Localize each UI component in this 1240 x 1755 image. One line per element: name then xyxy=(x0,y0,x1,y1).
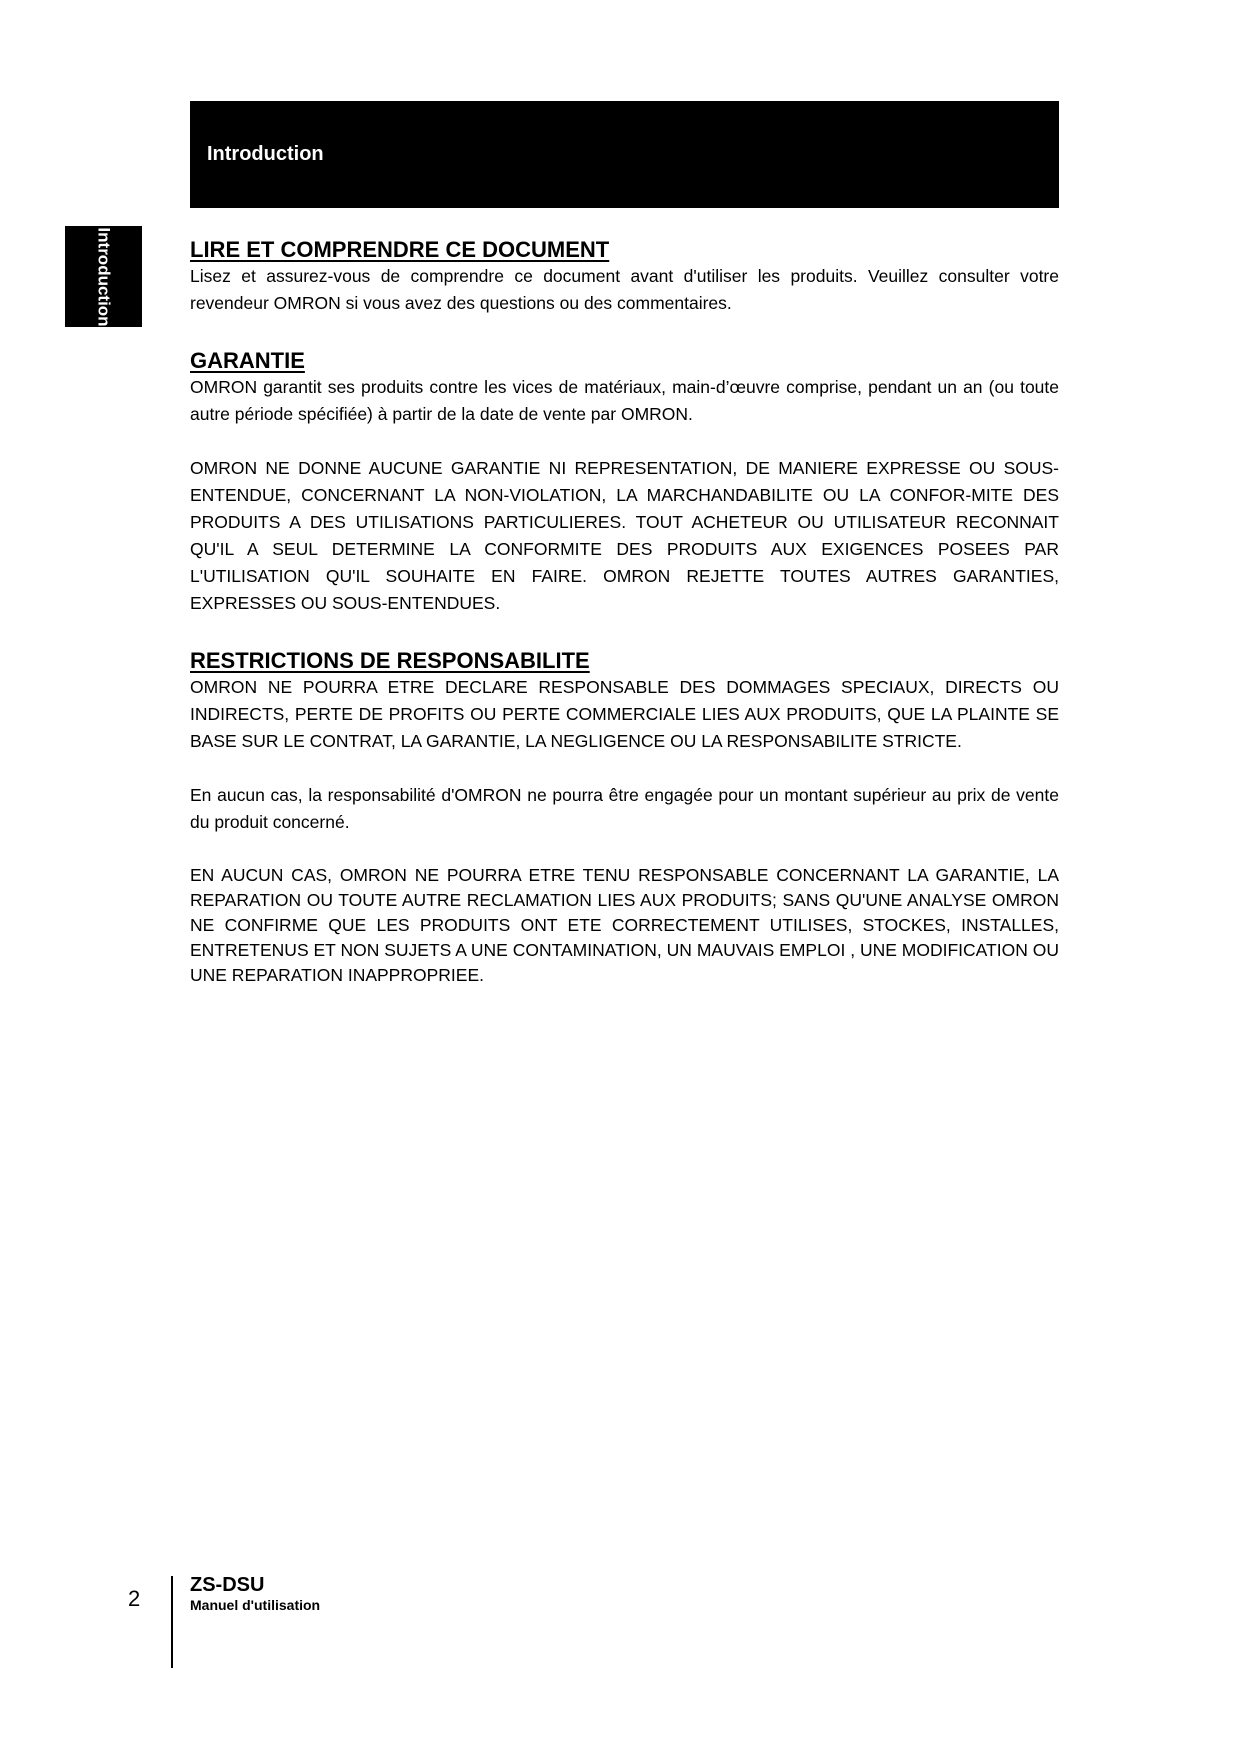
section-warranty xyxy=(190,347,1059,617)
section-paragraph: EN AUCUN CAS, OMRON NE POURRA ETRE TENU RESPONSABLE CONCERNANT LA GARANTIE, LA REPARATION OU TOUTE AUTRE RECLAMATION LIES AUX PRODUITS; SANS QU'UNE ANALYSE OMRON NE CONFIRME QUE LES PRODUITS ONT ETE CORRECTEMENT UTILISES, STOCKES, INSTALLES, ENTRETENUS ET NON SUJETS A UNE CONTAMINATION, UN MAUVAIS EMPLOI , UNE MODIFICATION OU UNE REPARATION INAPPROPRIEE. xyxy=(190,865,1059,985)
chapter-header-band xyxy=(190,101,1059,208)
section-paragraph: OMRON garantit ses produits contre les vices de matériaux, main-d’œuvre comprise, pendant un an (ou toute autre période spécifiée) à partir de la date de vente par OMRON. xyxy=(190,377,1059,424)
page-number: 2 xyxy=(128,1586,141,1611)
section-paragraph: OMRON NE DONNE AUCUNE GARANTIE NI REPRESENTATION, DE MANIERE EXPRESSE OU SOUS-ENTENDUE, CONCERNANT LA NON-VIOLATION, LA MARCHANDABILITE OU LA CONFOR-MITE DES PRODUITS A DES UTILISATIONS PARTICULIERES. TOUT ACHETEUR OU UTILISATEUR RECONNAIT QU'IL A SEUL DETERMINE LA CONFORMITE DES PRODUITS AUX EXIGENCES POSEES PAR L'UTILISATION QU'IL SOUHAITE EN FAIRE. OMRON REJETTE TOUTES AUTRES GARANTIES, EXPRESSES OU SOUS-ENTENDUES. xyxy=(190,458,1059,613)
section-paragraph: OMRON NE POURRA ETRE DECLARE RESPONSABLE DES DOMMAGES SPECIAUX, DIRECTS OU INDIRECTS, PERTE DE PROFITS OU PERTE COMMERCIALE LIES AUX PRODUITS, QUE LA PLAINTE SE BASE SUR LE CONTRAT, LA GARANTIE, LA NEGLIGENCE OU LA RESPONSABILITE STRICTE. xyxy=(190,677,1059,751)
page-content xyxy=(190,236,1059,988)
side-tab-label: Introduction xyxy=(94,226,113,327)
footer-document-info xyxy=(190,1575,320,1612)
section-liability-limits xyxy=(190,647,1059,988)
side-chapter-tab xyxy=(65,226,142,327)
footer-manual-title: Manuel d'utilisation xyxy=(190,1597,321,1613)
footer-divider xyxy=(171,1576,173,1668)
section-heading: LIRE ET COMPRENDRE CE DOCUMENT xyxy=(190,237,610,262)
chapter-title: Introduction xyxy=(207,143,324,165)
footer-product-name: ZS-DSU xyxy=(190,1574,265,1596)
section-paragraph: Lisez et assurez-vous de comprendre ce document avant d'utiliser les produits. Veuillez consulter votre revendeur OMRON si vous avez des questions ou des commentaires. xyxy=(190,266,1059,313)
section-heading: RESTRICTIONS DE RESPONSABILITE xyxy=(190,648,590,673)
section-paragraph: En aucun cas, la responsabilité d'OMRON ne pourra être engagée pour un montant supérieur au prix de vente du produit concerné. xyxy=(190,785,1059,832)
section-read-understand xyxy=(190,236,1059,317)
section-heading: GARANTIE xyxy=(190,348,305,373)
